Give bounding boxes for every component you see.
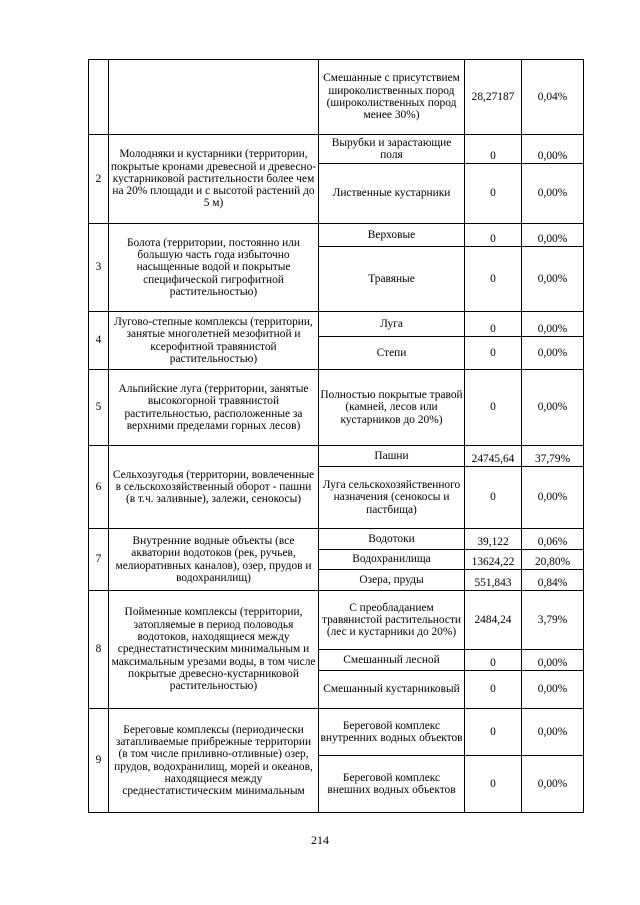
percent-cell: 0,00% xyxy=(522,467,584,529)
subtype-cell: Смешанные с присутствием широколиственных пород (широколиственных пород менее 30%) xyxy=(319,60,465,135)
group-number-cell: 2 xyxy=(89,135,109,224)
table-row xyxy=(89,709,584,756)
group-number-cell: 4 xyxy=(89,312,109,370)
subtype-cell: Лиственные кустарники xyxy=(319,164,465,224)
group-number-cell xyxy=(89,60,109,135)
subtype-cell: Луга сельскохозяйственного назначения (сенокосы и пастбища) xyxy=(319,467,465,529)
percent-cell: 0,00% xyxy=(522,337,584,370)
percent-cell: 0,00% xyxy=(522,312,584,337)
group-description-cell xyxy=(109,60,319,135)
area-cell: 0 xyxy=(465,650,522,671)
area-cell: 28,27187 xyxy=(465,60,522,135)
group-description-cell: Болота (территории, постоянно или большую часть года избыточно насыщенные водой и покрытые специфической гигрофитной растительностью) xyxy=(109,224,319,312)
group-description-cell: Внутренние водные объекты (все акватории водотоков (рек, ручьев, мелиоративных каналов), озер, прудов и водохранилищ) xyxy=(109,529,319,591)
subtype-cell: Луга xyxy=(319,312,465,337)
group-description-cell: Альпийские луга (территории, занятые высокогорной травянистой растительностью, расположенные за верхними пределами горных лесов) xyxy=(109,370,319,446)
area-cell: 0 xyxy=(465,224,522,247)
percent-cell: 20,80% xyxy=(522,550,584,570)
subtype-cell: Смешанный лесной xyxy=(319,650,465,671)
group-description-cell: Береговые комплексы (периодически затапливаемые прибрежные территории (в том числе приливно-отливные) озер, прудов, водохранилищ, морей и океанов, находящиеся между среднестатистическим минимальным xyxy=(109,709,319,813)
area-cell: 0 xyxy=(465,312,522,337)
table-row xyxy=(89,312,584,337)
table-row xyxy=(89,60,584,135)
subtype-cell: Травяные xyxy=(319,247,465,312)
percent-cell: 0,00% xyxy=(522,709,584,756)
percent-cell: 0,84% xyxy=(522,570,584,591)
subtype-cell: С преобладанием травянистой растительности (лес и кустарники до 20%) xyxy=(319,591,465,650)
subtype-cell: Пашни xyxy=(319,446,465,467)
percent-cell: 37,79% xyxy=(522,446,584,467)
subtype-cell: Озера, пруды xyxy=(319,570,465,591)
area-cell: 0 xyxy=(465,756,522,813)
area-cell: 0 xyxy=(465,164,522,224)
group-description-cell: Лугово-степные комплексы (территории, занятые многолетней мезофитной и ксерофитной травянистой растительностью) xyxy=(109,312,319,370)
subtype-cell: Водотоки xyxy=(319,529,465,550)
table-row xyxy=(89,529,584,550)
area-cell: 0 xyxy=(465,709,522,756)
area-cell: 0 xyxy=(465,135,522,164)
percent-cell: 0,06% xyxy=(522,529,584,550)
percent-cell: 0,00% xyxy=(522,370,584,446)
group-number-cell: 6 xyxy=(89,446,109,529)
percent-cell: 0,00% xyxy=(522,247,584,312)
percent-cell: 0,00% xyxy=(522,164,584,224)
subtype-cell: Верховые xyxy=(319,224,465,247)
percent-cell: 3,79% xyxy=(522,591,584,650)
area-cell: 551,843 xyxy=(465,570,522,591)
percent-cell: 0,00% xyxy=(522,671,584,709)
table-row xyxy=(89,135,584,164)
table-row xyxy=(89,370,584,446)
subtype-cell: Полностью покрытые травой (камней, лесов или кустарников до 20%) xyxy=(319,370,465,446)
area-cell: 0 xyxy=(465,370,522,446)
area-cell: 0 xyxy=(465,247,522,312)
percent-cell: 0,00% xyxy=(522,756,584,813)
group-number-cell: 8 xyxy=(89,591,109,709)
group-number-cell: 5 xyxy=(89,370,109,446)
area-cell: 0 xyxy=(465,467,522,529)
area-cell: 2484,24 xyxy=(465,591,522,650)
subtype-cell: Вырубки и зарастающие поля xyxy=(319,135,465,164)
subtype-cell: Степи xyxy=(319,337,465,370)
area-cell: 24745,64 xyxy=(465,446,522,467)
table-row xyxy=(89,446,584,467)
group-number-cell: 9 xyxy=(89,709,109,813)
group-number-cell: 7 xyxy=(89,529,109,591)
subtype-cell: Водохранилища xyxy=(319,550,465,570)
group-description-cell: Сельхозугодья (территории, вовлеченные в сельскохозяйственный оборот - пашни (в т.ч. заливные), залежи, сенокосы) xyxy=(109,446,319,529)
percent-cell: 0,00% xyxy=(522,650,584,671)
area-cell: 0 xyxy=(465,337,522,370)
subtype-cell: Береговой комплекс внутренних водных объектов xyxy=(319,709,465,756)
area-cell: 39,122 xyxy=(465,529,522,550)
subtype-cell: Береговой комплекс внешних водных объектов xyxy=(319,756,465,813)
group-number-cell: 3 xyxy=(89,224,109,312)
percent-cell: 0,00% xyxy=(522,135,584,164)
subtype-cell: Смешанный кустарниковый xyxy=(319,671,465,709)
table-row xyxy=(89,591,584,650)
group-description-cell: Молодняки и кустарники (территории, покрытые кронами древесной и древесно-кустарниковой растительности более чем на 20% площади и с высотой растений до 5 м) xyxy=(109,135,319,224)
area-cell: 13624,22 xyxy=(465,550,522,570)
percent-cell: 0,04% xyxy=(522,60,584,135)
percent-cell: 0,00% xyxy=(522,224,584,247)
page-number: 214 xyxy=(311,833,329,847)
land-cover-table xyxy=(88,59,584,813)
table-row xyxy=(89,224,584,247)
group-description-cell: Пойменные комплексы (территории, затопляемые в период половодья водотоков, находящиеся между среднестатистическим минимальным и максимальным урезами воды, в том числе покрытые древесно-кустарниковой растительностью) xyxy=(109,591,319,709)
area-cell: 0 xyxy=(465,671,522,709)
